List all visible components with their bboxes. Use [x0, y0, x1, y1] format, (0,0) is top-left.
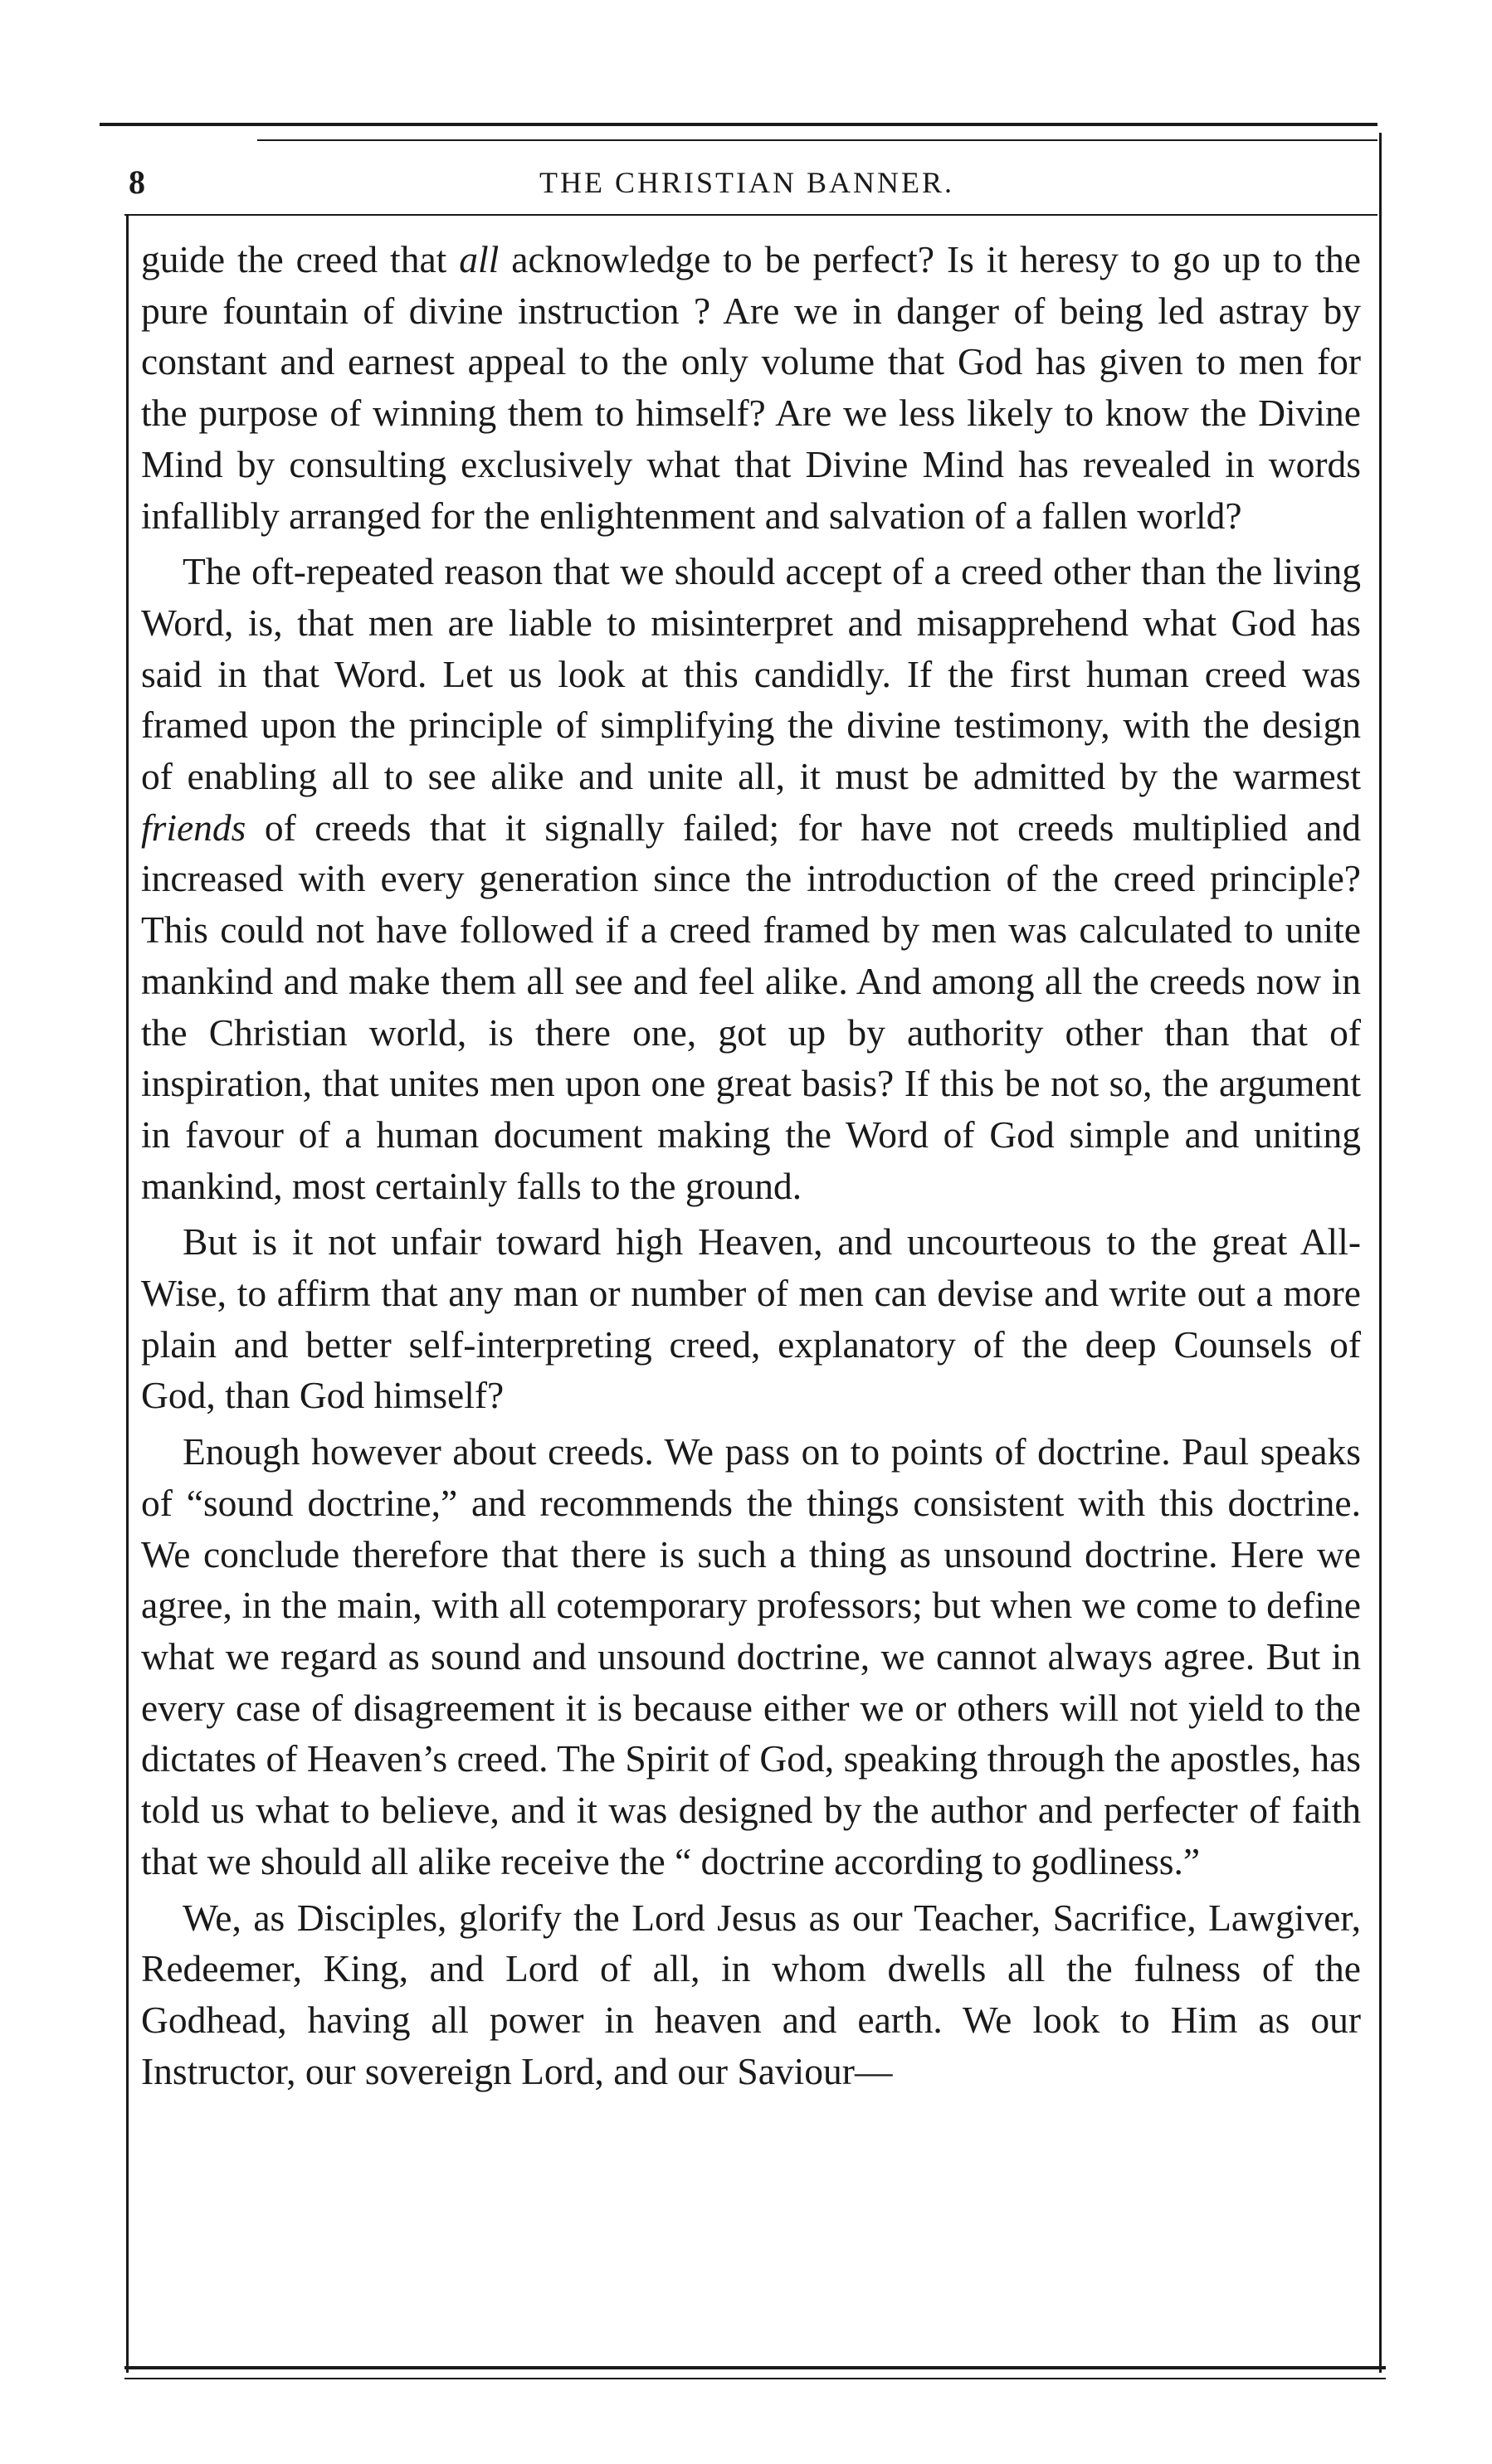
bottom-rule-1	[124, 2366, 1386, 2369]
paragraph-5: We, as Disciples, glorify the Lord Jesus as our Teacher, Sacrifice, Lawgiver, Redeemer, King, and Lord of all, in whom dwells all the fulness of the Godhead, having all power in heaven and earth. We look to Him as our Instructor, our sovereign Lord, and our Saviour—	[141, 1896, 1361, 2092]
paragraph-4: Enough however about creeds. We pass on to points of doctrine. Paul speaks of “sound doctrine,” and recommends the things consistent with this doctrine. We conclude therefore that there is such a thing as unsound doctrine. Here we agree, in the main, with all cotemporary professors; but when we come to define what we regard as sound and unsound doctrine, we cannot always agree. But in every case of disagreement it is because either we or others will not yield to the dictates of Heaven’s creed. The Spirit of God, speaking through the apostles, has told us what to believe, and it was designed by the author and perfecter of faith that we should all alike receive the “ doctrine according to godliness.”	[141, 1430, 1361, 1882]
right-border	[1379, 133, 1382, 2373]
left-border	[126, 216, 129, 2373]
page-number: 8	[129, 163, 145, 201]
top-rule-2	[257, 139, 1377, 141]
body-text	[141, 234, 1361, 2096]
paragraph-3: But is it not unfair toward high Heaven, and uncourteous to the great All-Wise, to affirm that any man or number of men can devise and write out a more plain and better self-interpreting creed, explanatory of the deep Counsels of God, than God himself?	[141, 1220, 1361, 1417]
header-rule	[124, 214, 1377, 216]
top-rule-1	[100, 123, 1377, 126]
paragraph-2: The oft-repeated reason that we should accept of a creed other than the living Word, is, that men are liable to misinterpret and misapprehend what God has said in that Word. Let us look at this candidly. If the first human creed was framed upon the principle of simplifying the divine testimony, with the design of enabling all to see alike and unite all, it must be admitted by the warmest friends of creeds that it signally failed; for have not creeds multiplied and increased with every generation since the introduction of the creed principle? This could not have followed if a creed framed by men was calculated to unite mankind and make them all see and feel alike. And among all the creeds now in the Christian world, is there one, got up by authority other than that of inspiration, that unites men upon one great basis? If this be not so, the argument in favour of a human document making the Word of God simple and uniting mankind, most certainly falls to the ground.	[141, 550, 1361, 1207]
bottom-rule-2	[124, 2378, 1386, 2379]
page-header	[129, 158, 1365, 207]
paragraph-1: guide the creed that all acknowledge to be perfect? Is it heresy to go up to the pure fountain of divine instruction ? Are we in danger of being led astray by constant and earnest appeal to the only volume that God has given to men for the purpose of winning them to himself? Are we less likely to know the Divine Mind by consulting exclusively what that Divine Mind has revealed in words infallibly arranged for the enlightenment and salvation of a fallen world?	[141, 238, 1362, 537]
running-title: THE CHRISTIAN BANNER.	[539, 166, 954, 199]
